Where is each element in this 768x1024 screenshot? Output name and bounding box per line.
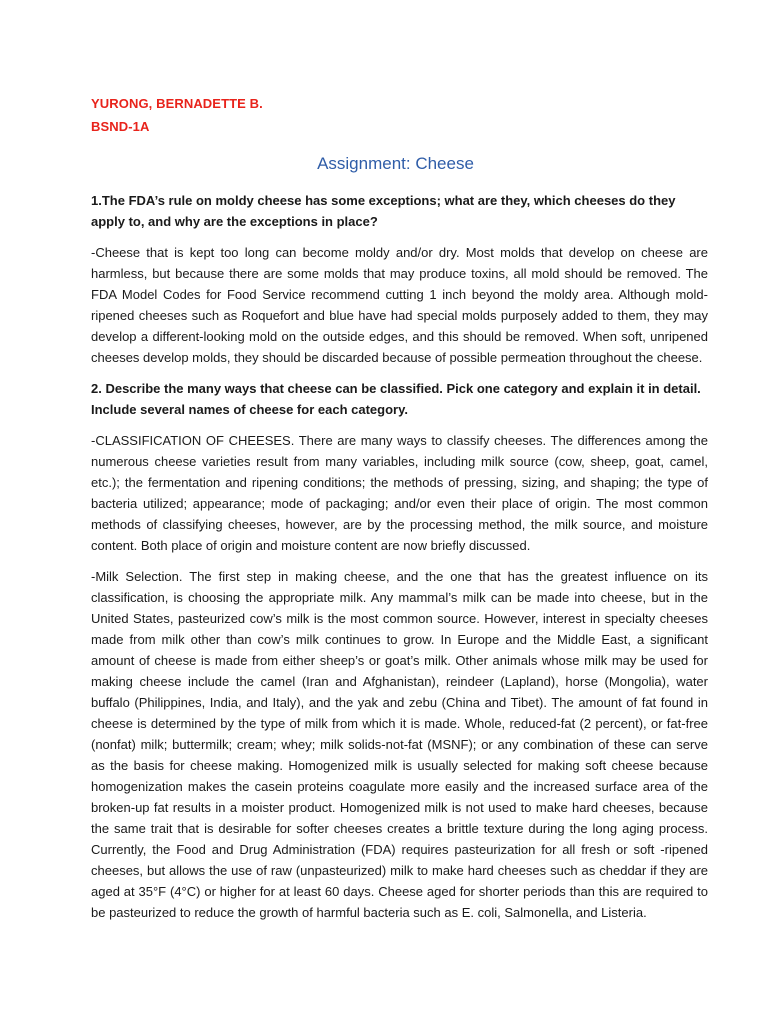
author-name: YURONG, BERNADETTE B.: [91, 96, 263, 111]
author-section: BSND-1A: [91, 119, 150, 134]
answer-1: -Cheese that is kept too long can become moldy and/or dry. Most molds that develop on cheese are harmless, but because there are some molds that may produce toxins, all mold should be removed. The FDA Model Codes for Food Service recommend cutting 1 inch beyond the moldy area. Although mold-ripened cheeses such as Roquefort and blue have had special molds purposely added to them, they may develop a different-looking mold on the outside edges, and this should be removed. When soft, unripened cheeses develop molds, they should be discarded because of possible permeation throughout the cheese.: [91, 245, 708, 365]
question-1: 1.The FDA’s rule on moldy cheese has some exceptions; what are they, which cheeses do they apply to, and why are the exceptions in place?: [91, 193, 676, 229]
answer-2-milk-selection: -Milk Selection. The first step in making cheese, and the one that has the greatest influence on its classification, is choosing the appropriate milk. Any mammal’s milk can be made into cheese, but in the United States, pasteurized cow’s milk is the most common source. However, interest in specialty cheeses made from milk other than cow’s milk continues to grow. In Europe and the Middle East, a significant amount of cheese is made from either sheep’s or goat’s milk. Other animals whose milk may be used for making cheese include the camel (Iran and Afghanistan), reindeer (Lapland), horse (Mongolia), water buffalo (Philippines, India, and Italy), and the yak and zebu (China and Tibet). The amount of fat found in cheese is determined by the type of milk from which it is made. Whole, reduced-fat (2 percent), or fat-free (nonfat) milk; buttermilk; cream; whey; milk solids-not-fat (MSNF); or any combination of these can serve as the basis for cheese making. Homogenized milk is usually selected for making soft cheese because homogenization makes the casein proteins coagulate more easily and the increased surface area of the broken-up fat results in a moister product. Homogenized milk is not used to make hard cheeses, because the same trait that is desirable for softer cheeses creates a brittle texture during the long aging process. Currently, the Food and Drug Administration (FDA) requires pasteurization for all fresh or soft -ripened cheeses, but allows the use of raw (unpasteurized) milk to make hard cheeses such as cheddar if they are aged at 35°F (4°C) or higher for at least 60 days. Cheese aged for shorter periods than this are required to be pasteurized to reduce the growth of harmful bacteria such as E. coli, Salmonella, and Listeria.: [91, 569, 708, 920]
question-2: 2. Describe the many ways that cheese can be classified. Pick one category and explain it in detail. Include several names of cheese for each category.: [91, 381, 701, 417]
answer-2-classification: -CLASSIFICATION OF CHEESES. There are many ways to classify cheeses. The differences among the numerous cheese varieties result from many variables, including milk source (cow, sheep, goat, camel, etc.); the fermentation and ripening conditions; the methods of pressing, sizing, and shaping; the type of bacteria utilized; appearance; mode of packaging; and/or even their place of origin. The most common methods of classifying cheeses, however, are by the processing method, the milk source, and moisture content. Both place of origin and moisture content are now briefly discussed.: [91, 433, 708, 553]
document-title: Assignment: Cheese: [317, 154, 474, 173]
